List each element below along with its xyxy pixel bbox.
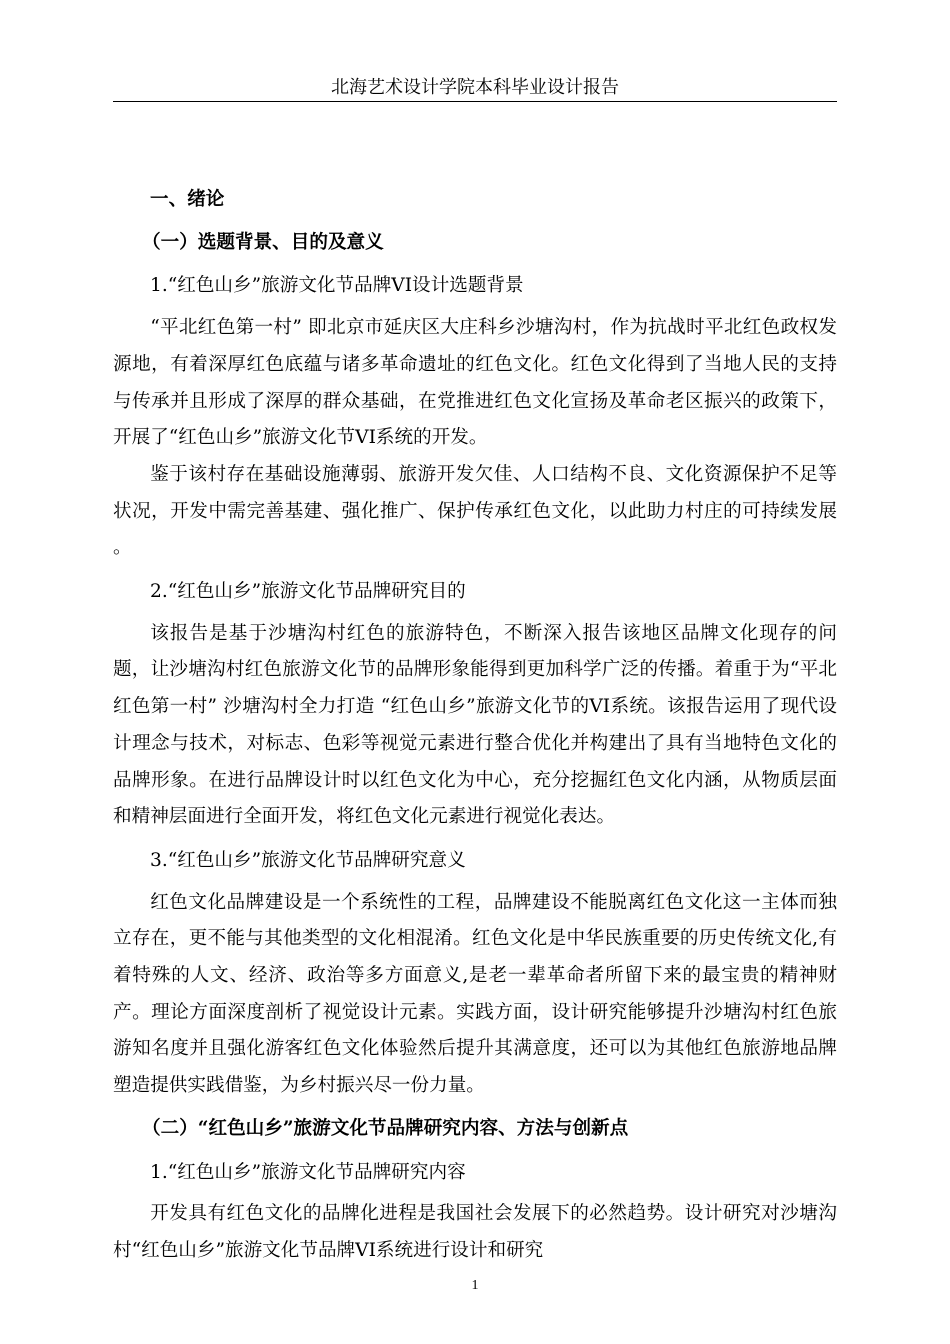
paragraph-5: 开发具有红色文化的品牌化进程是我国社会发展下的必然趋势。设计研究对沙塘沟村“红色山乡”旅游文化节品牌VI系统进行设计和研究 bbox=[113, 1203, 837, 1261]
document-body bbox=[113, 182, 837, 1296]
paragraph-3: 该报告是基于沙塘沟村红色的旅游特色，不断深入报告该地区品牌文化现存的问题，让沙塘沟村红色旅游文化节的品牌形象能得到更加科学广泛的传播。着重于为“平北红色第一村” 沙塘沟村全力打造 “红色山乡”旅游文化节的VI系统。该报告运用了现代设计理念与技术，对标志、色彩等视觉元素进行整合优化并构建出了具有当地特色文化的品牌形象。在进行品牌设计时以红色文化为中心，充分挖掘红色文化内涵，从物质层面和精神层面进行全面开发，将红色文化元素进行视觉化表达。 bbox=[113, 622, 837, 828]
chapter-heading: 一、绪论 bbox=[150, 189, 225, 210]
section-heading-1: （一）选题背景、目的及意义 bbox=[142, 231, 384, 253]
subsection-heading-1: 1.“红色山乡”旅游文化节品牌VI设计选题背景 bbox=[150, 275, 524, 297]
paragraph-4: 红色文化品牌建设是一个系统性的工程，品牌建设不能脱离红色文化这一主体而独立存在，更不能与其他类型的文化相混淆。红色文化是中华民族重要的历史传统文化,有着特殊的人文、经济、政治等多方面意义,是老一辈革命者所留下来的最宝贵的精神财产。理论方面深度剖析了视觉设计元素。实践方面，设计研究能够提升沙塘沟村红色旅游知名度并且强化游客红色文化体验然后提升其满意度，还可以为其他红色旅游地品牌塑造提供实践借鉴，为乡村振兴尽一份力量。 bbox=[113, 891, 837, 1097]
subsection-heading-2: 2.“红色山乡”旅游文化节品牌研究目的 bbox=[150, 581, 466, 603]
section-heading-2: （二）“红色山乡”旅游文化节品牌研究内容、方法与创新点 bbox=[142, 1117, 629, 1139]
running-header: 北海艺术设计学院本科毕业设计报告 bbox=[331, 77, 619, 98]
page-number: 1 bbox=[471, 1277, 479, 1293]
subsection-heading-3: 3.“红色山乡”旅游文化节品牌研究意义 bbox=[150, 849, 466, 871]
paragraph-2: 鉴于该村存在基础设施薄弱、旅游开发欠佳、人口结构不良、文化资源保护不足等状况，开发中需完善基建、强化推广、保护传承红色文化，以此助力村庄的可持续发展 。 bbox=[113, 463, 837, 559]
header-rule bbox=[113, 101, 837, 102]
subsection-heading-4: 1.“红色山乡”旅游文化节品牌研究内容 bbox=[150, 1161, 466, 1183]
paragraph-1: “平北红色第一村” 即北京市延庆区大庄科乡沙塘沟村，作为抗战时平北红色政权发源地，有着深厚红色底蕴与诸多革命遗址的红色文化。红色文化得到了当地人民的支持与传承并且形成了深厚的群众基础，在党推进红色文化宣扬及革命老区振兴的政策下，开展了“红色山乡”旅游文化节VI系统的开发。 bbox=[113, 317, 837, 449]
